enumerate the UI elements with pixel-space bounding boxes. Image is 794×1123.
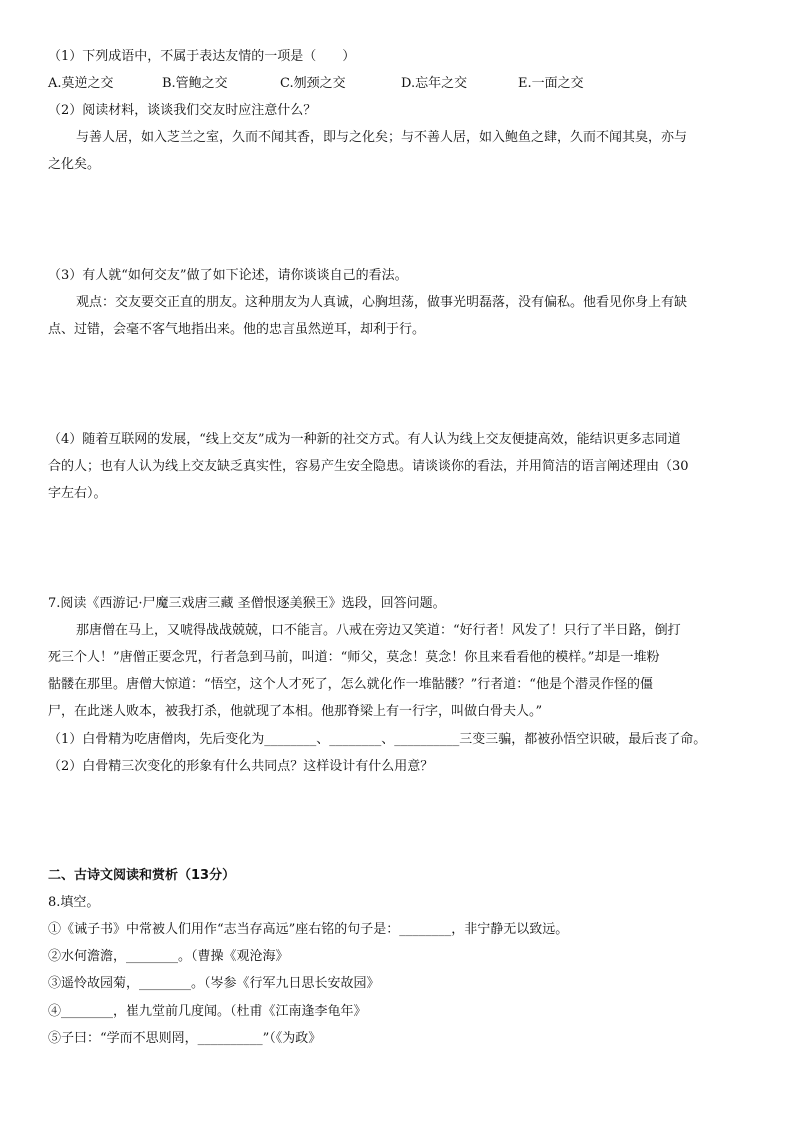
q8-item-3: ③遥怜故园菊，________。（岑参《行军九日思长安故园》	[48, 976, 380, 991]
section2-heading: 二、古诗文阅读和赏析（13分）	[48, 868, 236, 883]
q8-item-2: ②水何澹澹，________。（曹操《观沧海》	[48, 949, 289, 964]
option-b: B.管鲍之交	[162, 76, 228, 91]
q2-material-line1: 与善人居，如入芝兰之室，久而不闻其香，即与之化矣；与不善人居，如入鲍鱼之肆，久而不闻其臭，亦与	[76, 130, 688, 145]
q4-line2: 合的人；也有人认为线上交友缺乏真实性，容易产生安全隐患。请谈谈你的看法，并用简洁的语言阐述理由（30	[48, 459, 689, 474]
q4-line1: （4）随着互联网的发展，“线上交友”成为一种新的社交方式。有人认为线上交友便捷高效，能结识更多志同道	[48, 432, 681, 447]
option-c: C.刎颈之交	[280, 76, 346, 91]
q3-view-line1: 观点：交友要交正直的朋友。这种朋友为人真诚，心胸坦荡，做事光明磊落，没有偏私。他看见你身上有缺	[76, 295, 688, 310]
q8-title: 8.填空。	[48, 895, 100, 910]
q7-passage-line3: 骷髅在那里。唐僧大惊道：“悟空，这个人才死了，怎么就化作一堆骷髅？”行者道：“他是个潜灵作怪的僵	[48, 677, 653, 692]
q7-sub2: （2）白骨精三次变化的形象有什么共同点？这样设计有什么用意？	[48, 759, 434, 774]
q7-passage-line4: 尸，在此迷人败本，被我打杀，他就现了本相。他那脊梁上有一行字，叫做白骨夫人。”	[48, 704, 543, 719]
q3-view-line2: 点、过错，会毫不客气地指出来。他的忠言虽然逆耳，却利于行。	[48, 322, 426, 337]
option-a: A.莫逆之交	[48, 76, 114, 91]
q8-item-5: ⑤子曰：“学而不思则罔，__________”（《为政》	[48, 1031, 322, 1046]
option-e: E.一面之交	[518, 76, 584, 91]
q7-sub1: （1）白骨精为吃唐僧肉，先后变化为________、________、__________三变三骗，都被孙悟空识破，最后丧了命。	[48, 732, 707, 747]
option-d: D.忘年之交	[401, 76, 468, 91]
q4-line3: 字左右）。	[48, 486, 107, 501]
q3-prompt: （3）有人就“如何交友”做了如下论述，请你谈谈自己的看法。	[48, 268, 408, 283]
q2-prompt: （2）阅读材料，谈谈我们交友时应注意什么？	[48, 103, 317, 118]
q1-prompt: （1）下列成语中，不属于表达友情的一项是（ ）	[48, 49, 356, 64]
q8-item-4: ④________，崔九堂前几度闻。（杜甫《江南逢李龟年》	[48, 1004, 367, 1019]
q2-material-line2: 之化矣。	[48, 157, 101, 172]
q7-intro: 7.阅读《西游记·尸魔三戏唐三藏 圣僧恨逐美猴王》选段，回答问题。	[48, 596, 446, 611]
q7-passage-line2: 死三个人！”唐僧正要念咒，行者急到马前，叫道：“师父，莫念！莫念！你且来看看他的模样。”却是一堆粉	[48, 650, 660, 665]
q7-passage-line1: 那唐僧在马上，又唬得战战兢兢，口不能言。八戒在旁边又笑道：“好行者！风发了！只行了半日路，倒打	[76, 623, 681, 638]
q8-item-1: ①《诫子书》中常被人们用作“志当存高远”座右铭的句子是：________，非宁静无以致远。	[48, 922, 569, 937]
